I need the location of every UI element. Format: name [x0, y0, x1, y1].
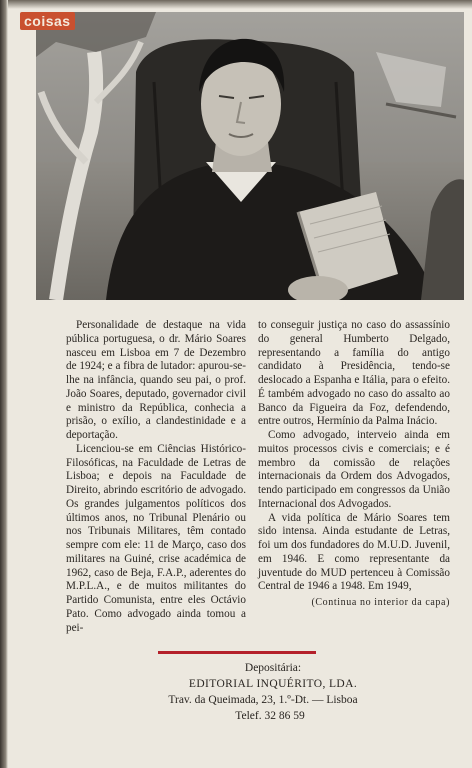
article-paragraph: Licenciou-se em Ciências Histórico-Filosóficas, na Faculdade de Letras de Lisboa; e depois na Faculdade de Direito, abrindo escritório de advogado. Os grandes julgamentos políticos dos últimos anos, no Tribunal Plenário ou nos Tribunais Militares, têm contado sempre com ele: 11 de Março, caso dos militares na Guiné, crise académica de 1962, caso de Beja, F.A.P., aderentes do M.P.L.A., e de muitos militantes do Partido Comunista, entre eles Octávio Pato. Como advogado ainda tomou a pei-: [66, 442, 246, 634]
photo-illustration: [36, 12, 464, 300]
article-column-right: [258, 319, 450, 610]
article-paragraph: A vida política de Mário Soares tem sido intensa. Ainda estudante de Letras, foi um dos fundadores do M.U.D. Juvenil, em 1946. E como representante da juventude do MUD pertenceu à Comissão Central de 1946 a 1948. Em 1949,: [258, 511, 450, 593]
publisher-name: EDITORIAL INQUÉRITO, LDA.: [188, 678, 358, 690]
article-body: [66, 319, 452, 644]
article-column-left: [66, 319, 246, 635]
page-spine-shadow: [0, 0, 8, 768]
article-paragraph: Como advogado, interveio ainda em muitos processos civis e comerciais; e é membro da comissão de relações internacionais da Ordem dos Advogados, tendo participado em congressos da União Internacional dos Advogados.: [258, 429, 450, 510]
portrait-reading-photo: [36, 12, 464, 300]
article-paragraph: to conseguir justiça no caso do assassínio do general Humberto Delgado, representando a família do antigo candidato à Presidência, tendo-se deslocado a Espanha e Itália, para o efeito. É também advogado no caso do assalto ao Banco da Figueira da Foz, defendendo, entre outros, Hermínio da Palma Inácio.: [258, 319, 450, 428]
publisher-address: Trav. da Queimada, 23, 1.º-Dt. — Lisboa: [168, 694, 358, 706]
distributor-label: Depositária:: [244, 662, 302, 674]
article-paragraph: Personalidade de destaque na vida pública portuguesa, o dr. Mário Soares nasceu em Lisboa em 7 de Dezembro de 1924; e a fibra de lutador: apurou-se-lhe na infância, quando seu pai, o prof. João Soares, deputado, governador civil e ministro da República, conhecia a prisão, o exílio, a clandestinidade e a deportação.: [66, 319, 246, 441]
section-tag: coisas: [20, 12, 75, 30]
publisher-phone: Telef. 32 86 59: [235, 710, 305, 722]
continuation-note: (Continua no interior da capa): [311, 597, 450, 608]
page-top-shadow: [0, 0, 472, 9]
publisher-footer: [66, 660, 452, 724]
red-divider: [158, 651, 316, 654]
